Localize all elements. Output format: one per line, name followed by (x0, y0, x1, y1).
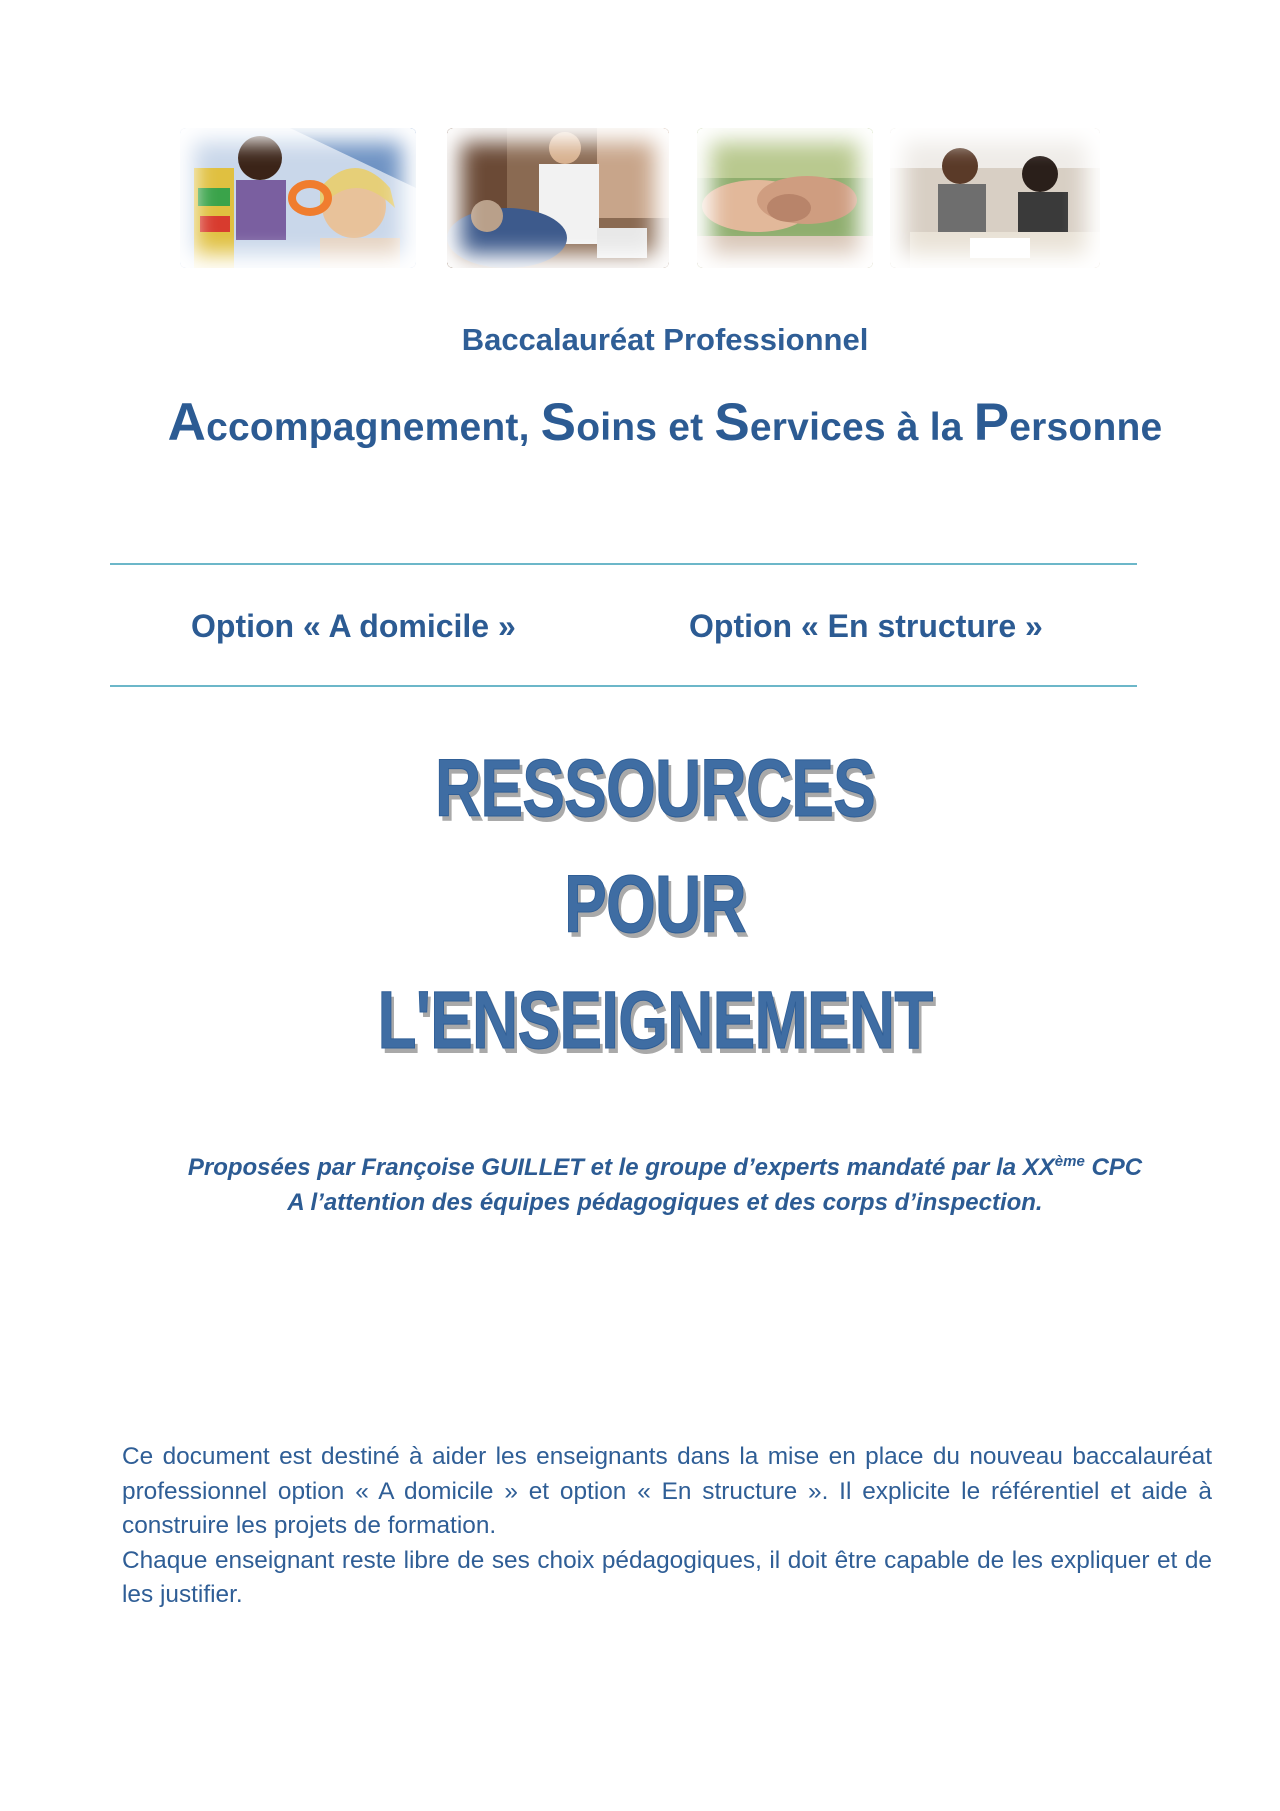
main-title-line-2: POUR (564, 859, 746, 950)
specialty-word: oins et (576, 406, 715, 449)
specialty-word: ersonne (1009, 406, 1163, 449)
specialty-title (0, 392, 1280, 453)
specialty-initial: P (973, 393, 1010, 452)
child-playing-with-adult-photo (180, 128, 416, 268)
description-block (122, 1440, 1212, 1613)
diploma-title: Baccalauréat Professionnel (461, 322, 869, 357)
specialty-initial: S (714, 393, 750, 452)
specialty-initial: S (540, 393, 577, 452)
holding-hands-photo (697, 128, 873, 268)
option-en-structure: Option « En structure » (689, 608, 1043, 644)
authors-cpc: CPC (1084, 1154, 1143, 1181)
specialty-initial: A (167, 393, 207, 452)
main-title-line-1: RESSOURCES (434, 743, 876, 834)
description-paragraph-1: Ce document est destiné à aider les enseignants dans la mise en place du nouveau baccalauréat professionnel option « A domicile » et option « En structure ». Il explicite le référentiel et aide à construire les projets de formation. (122, 1443, 1212, 1539)
photo-strip (0, 128, 1280, 268)
specialty-word: ervices à la (749, 406, 974, 449)
audience-line: A l’attention des équipes pédagogiques et des corps d’inspection. (287, 1189, 1043, 1216)
caregiver-with-patient-photo (447, 128, 669, 268)
bottom-divider (110, 685, 1137, 687)
specialty-word: ccompagnement, (206, 406, 541, 449)
description-paragraph-2: Chaque enseignant reste libre de ses choix pédagogiques, il doit être capable de les expliquer et de les justifier. (122, 1546, 1212, 1608)
authors-text: Proposées par Françoise GUILLET et le groupe d’experts mandaté par la XX (187, 1154, 1055, 1181)
ordinal-superscript: ème (1054, 1153, 1085, 1170)
authors-block (0, 1150, 1280, 1220)
authors-line (0, 1150, 1280, 1185)
students-classroom-photo (890, 128, 1100, 268)
main-title-line-3: L'ENSEIGNEMENT (377, 975, 933, 1066)
top-divider (110, 563, 1137, 565)
option-a-domicile: Option « A domicile » (191, 608, 516, 644)
